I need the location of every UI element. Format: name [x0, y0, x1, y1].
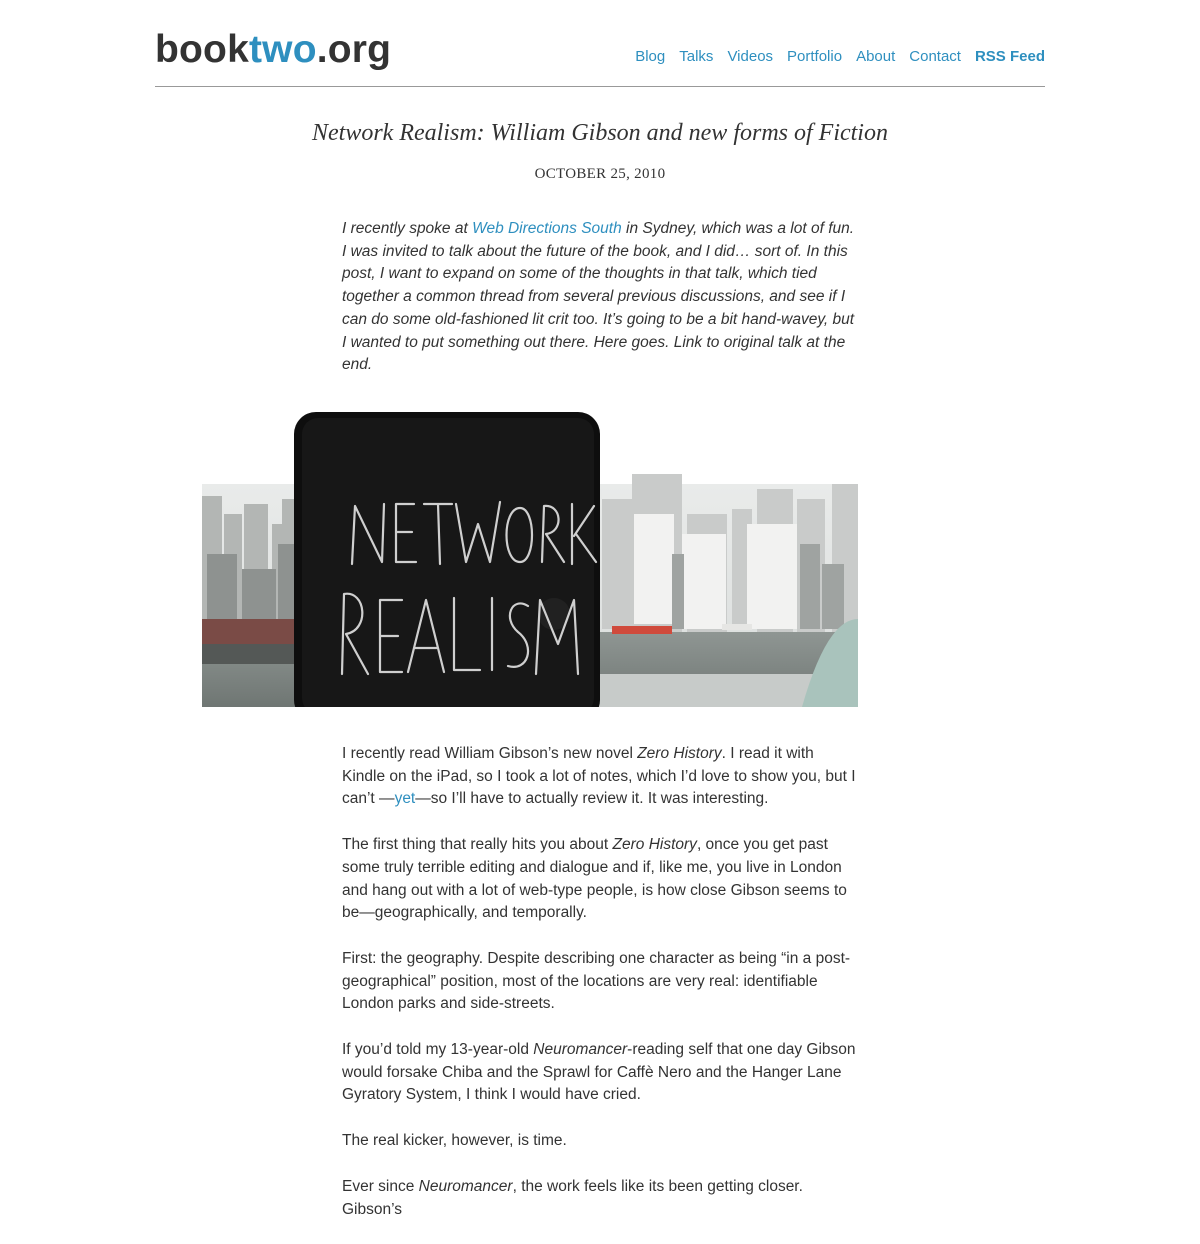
post-paragraph-2: The first thing that really hits you about Zero History, once you get past some truly terrible editing and dialogue and if, like me, you live in London and hang out with a lot of web-type people, is how close Gibson seems to be—geographically, and temporally.: [342, 836, 847, 922]
logo-text-book: book: [155, 28, 249, 71]
post-body: [342, 743, 860, 1244]
post-title: Network Realism: William Gibson and new forms of Fiction: [312, 120, 888, 146]
nav-rss-feed[interactable]: RSS Feed: [974, 48, 1045, 65]
nav-about[interactable]: About: [856, 48, 896, 65]
nav-contact[interactable]: Contact: [909, 48, 961, 65]
post-paragraph-4: If you’d told my 13-year-old Neuromancer-reading self that one day Gibson would forsake Chiba and the Sprawl for Caffè Nero and the Hanger Lane Gyratory System, I think I would have cried.: [342, 1041, 856, 1104]
post-paragraph-1: I recently read William Gibson’s new novel Zero History. I read it with Kindle on the iPad, so I took a lot of notes, which I’d love to show you, but I can’t —yet—so I’ll have to actually review it. It was interesting.: [342, 745, 856, 808]
web-directions-south-link[interactable]: Web Directions South: [472, 220, 622, 237]
network-realism-photo: [202, 404, 858, 707]
post-intro: I recently spoke at Web Directions South in Sydney, which was a lot of fun. I was invited to talk about the future of the book, and I did… sort of. In this post, I want to expand on some of the thoughts in that talk, which tied together a common thread from several previous discussions, and see if I can do some old-fashioned lit crit too. It’s going to be a bit hand-wavey, but I wanted to put something out there. Here goes. Link to original talk at the end.: [342, 220, 855, 374]
post-paragraph-3: First: the geography. Despite describing one character as being “in a post-geographical” position, most of the locations are very real: identifiable London parks and side-streets.: [342, 949, 851, 1013]
nav-blog[interactable]: Blog: [635, 48, 666, 65]
main-nav: [635, 48, 1045, 65]
yet-link[interactable]: yet: [394, 790, 416, 808]
nav-talks[interactable]: Talks: [679, 48, 714, 65]
logo-text-org: .org: [316, 28, 392, 71]
site-header: [155, 0, 1045, 87]
nav-videos[interactable]: Videos: [727, 48, 774, 65]
nav-portfolio[interactable]: Portfolio: [787, 48, 843, 65]
post-date: OCTOBER 25, 2010: [534, 166, 666, 182]
post-intro-container: [342, 218, 860, 400]
logo-text-two: two: [248, 28, 317, 71]
site-logo[interactable]: [155, 28, 391, 72]
post-paragraph-6: Ever since Neuromancer, the work feels like its been getting closer. Gibson’s: [342, 1177, 803, 1218]
post-paragraph-5: The real kicker, however, is time.: [342, 1132, 567, 1150]
